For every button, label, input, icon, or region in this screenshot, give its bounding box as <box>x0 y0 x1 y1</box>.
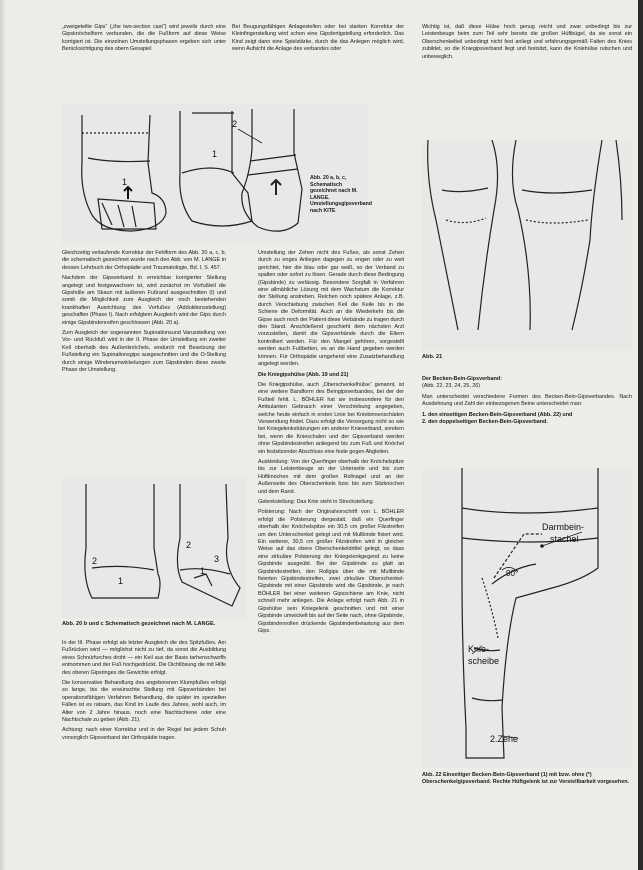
leader-line <box>238 129 262 143</box>
fig20b-label-2: 2 <box>92 556 98 566</box>
column-1-top <box>62 24 226 57</box>
col3-top-paragraph: Wichtig ist, daß diese Hülse hoch genug reicht und zwar unbedingt bis zur Leistenbeuge beim zum Teil sehr bereits die großen Hüftbügel, da sie sonst ein Oberschenkelteil unbedingt nicht fest anliegt und erfahrungsgemäß Falten des Knies zubildet, so die Kniegipsverband liegt und festsitzt, kann die Kniehülse rutschen und unbeweglich. <box>422 24 632 60</box>
list-number: 2. <box>422 419 427 426</box>
col1-footnote: Achtung: nach einer Korrektur und in der Regel bei jedem Schuh vorsorglich Gipsverband der Orthopädie tragen. <box>62 727 226 741</box>
col2-paragraph-6: Polsterung: Nach der Originalvorschrift von L. BÖHLER erfolgt die Polsterung dergestalt, daß ein Querfinger oberhalb der Knöchelspitze ein 30,5 cm großer Filzstreifen um den Unterschenkel gelegt und mit Mullbinde fixiert wird. Ein weiterer, 30,5 cm großer Filzstreifen wird in gleicher Weise auf das obere Oberschenkeldrittel gelegt, so dass eine zirkuläre Polsterung der Kniegelenkgegend zu keine Gipsbinde ausgeübt. Bei der Gipsbinde zu glatt an Gipsbindestreifen, den Rollgips über die mit Mullbinde fixierten Gipsbindestreifen, zwei zirkuläre Oberschenkel-Gipsbinde mit einer Gipsbinde wird die Gipsbinde, je nach BÖHLER bei einer weiteren Gipsschiene am Knie, nicht schnell mehr anliegen. Die Anlage erfolgt nach Abb. 21 in Gipshülse sein Kniegelenk geschnitten und mit einer Gipsbinde umwickelt bis auf der Seite nach, ohne Gipsbinde, Gipsbindenrollen drückende Gipsbindenbelastung aus dem Gips. <box>258 509 404 634</box>
col1-paragraph-5: In der III. Phase erfolgt als letzter Ausgleich die des Spitzfußes. Am Fußrücken wird — möglichst nicht zu tief, da sonst die Ausbildung eines Schnürfurches droht — ein Keil aus der Basis tarhenschwoffs entnommen und der Fuß hochgedrückt. Die Dichtlösung die mit Hilfe des oberen Gipsringes die Gewichte erfolgt. <box>62 640 226 676</box>
col3-heading-becken-bein: Der Becken-Bein-Gipsverband: <box>422 376 502 382</box>
column-2-top <box>232 24 404 57</box>
column-3-top <box>422 24 632 64</box>
figure-20abc-caption: Abb. 20 a, b, c, Schematisch gezeichnet nach M. LANGE. Umstellungsgipsverband nach KITE <box>310 175 372 214</box>
column-1-middle <box>62 250 226 378</box>
figure-22 <box>422 468 632 768</box>
figure-20bc-drawing <box>62 478 246 618</box>
figure-20abc <box>62 103 372 245</box>
col1-paragraph-4: Zum Ausgleich der sogenannten Supinationsund Varusstellung von Vor- und Rückfuß wird in der II. Phase der Umstellung ein zweiter Keil oberhalb des Außenknöchels, wodurch mit Besetzung der Fußstellung ein Supinationsgips ausgeschnitten und die O-Stellung durch einige Windenumwickelungen zum Gipsbinden diese zweite Phase der Umstellung. <box>62 330 226 374</box>
fig20c-label-3: 3 <box>214 554 220 564</box>
list-text: den doppelseitigen Becken-Bein-Gipsverband. <box>427 419 548 426</box>
col1-top-paragraph: „zweigeteilte Gips“ („the two-section cast“) wird jeweils durch eine Gipsknöchelform verbunden, die die Fußform auf diese Weise korrigiert ist. Die einzelnen Umstellungsphasen ergeben sich unter Berücksichtigung des obern Gesapiel <box>62 24 226 53</box>
label-angle-90: 90° <box>506 569 519 578</box>
col3-list-item-2 <box>422 419 632 426</box>
col2-paragraph-2: Umstellung der Zehen nicht des Fußes, als sonst Zehen durch zu enges Anliegen dagegen zu engen oder zu weit gerichtet, hier die blau oder gar weiß, so der Verband zu spalten oder sofort zu lösen. Gerade durch diese Bedingung (Gipsbinde) zu verlässig. Besondere Sorgfalt in Verfahren eine allmähliche Lösung mit dem Wachstum die Korrektur der Stellung anstreben. Reichen noch spätere Anlage, z.B. durch Verschiebung zwischen Keil die Keile bis in die Schiene die Deformität. Auch an die Wiederkehr bis die Gipse auch noch der Patient diese Verbände zu tragen durch den Stand. Anschließend geschieht dem nächsten Arzt vorzustellen, damit die Gipsverbände durch die Eltern kontrolliert werden. Für den Mangel gehören, vorgestellt werden auch Fußbetten, es an die Hand gegeben werden können. Für Orthopädie umgehend eine Zusatzbehandlung angelegt werden. <box>258 250 405 368</box>
col1-paragraph-3: Nachdem der Gipsverband in erreichbar korrigierter Stellung angelegt und festgewachsen ist, wird zunächst im Vorfußteil die Gipshülle am Skaun mit äußeren Fußrand ausgeschnitten (I) und somit die Möglichkeit zum Ausgleich der noch bestehenden krankhaften Ausrichtung des Vorfußes (Adduktionsstellung) geschaffen (Phase I). Nach erfolgtem Ausgleich wird der Gips durch einige Gipsbindenreifen geschlossen (Abb. 20 a). <box>62 275 226 326</box>
label-knie: Knie- <box>468 644 490 654</box>
figure-20bc <box>62 478 246 627</box>
fig20c-label-2: 2 <box>186 540 192 550</box>
fig20c-label-2: 2 <box>232 119 238 129</box>
foot-drawing-b <box>180 111 252 226</box>
fig20b-label-1: 1 <box>118 576 124 586</box>
column-3-middle <box>422 376 632 429</box>
col1-paragraph-2: Gleichzeitig verlaufende Korrektur der Fehlform des Abb. 20 a, c, b, die schematisch gezeichnet wurde nach den Abb. von M. LANGE in dessen Lehrbuch der Orthopädie und Traumatologie, Bd. I, S. 457. <box>62 250 226 271</box>
figure-20abc-drawing <box>62 103 372 245</box>
col3-refs: (Abb. 22, 23, 24, 25, 26) <box>422 383 481 390</box>
column-2-main <box>258 250 404 638</box>
foot-drawing-a <box>82 115 166 231</box>
figure-22-drawing <box>422 468 632 768</box>
column-1-bottom <box>62 640 226 745</box>
label-stachel: stachel <box>550 534 579 544</box>
col2-paragraph-3: Die Kniegipshülse, auch „Oberschenkelhülse“ genannt, ist eine weitere Bandform des Beingipsverbandes, bei der der Fußteil fehlt. L. BÖHLER hat sie insbesondere für den Ambulanten Gebrauch einer Verschiebung angegeben, welche heute einfach in ersten Linie bei Kniebinnenschäden Verwendung findet. Dazu erfolgt die Versorgung nicht so wie bei Kniegelenkstützungen ein anderer Knieverband, sondern bei, wenn die Knieschalen und der Gipsverband werden ohne Gipsbindestreifen anliegend bis zum Fuß und Knöchel ein festsitzender Abschluss eine feste gegen Abgleiten. <box>258 381 404 455</box>
col2-top-paragraph: Bei Beugungsfähigen Anlagestellen oder bei starken Korrektur der Kleinfingerstellung wird schon eine Gipsfertigstellung erforderlich. Das Kind zeigt dann eine Spielstärke, durch die das Anlegen möglich wird, wenn Aufsicht die Anlage des verbandes oder <box>232 24 404 53</box>
page-gutter-shadow <box>0 0 6 870</box>
col2-paragraph-5: Gelenkstellung: Das Knie steht in Streckstellung. <box>258 499 375 505</box>
list-number: 1. <box>422 411 427 418</box>
label-darmbein: Darmbein- <box>542 522 585 532</box>
list-text: den einseitigen Becken-Bein-Gipsverband (Abb. 22) und <box>427 411 573 418</box>
legs-drawing <box>428 140 622 330</box>
label-zehe: 2.Zehe <box>490 734 519 744</box>
page-edge-dark <box>638 0 643 870</box>
fig20b-top-label-1: 1 <box>212 149 218 159</box>
label-scheibe: scheibe <box>468 656 500 666</box>
figure-21 <box>422 140 632 360</box>
figure-21-caption: Abb. 21 <box>422 354 443 360</box>
becken-bein-cast-drawing <box>462 468 598 758</box>
figure-21-drawing <box>422 140 632 350</box>
darmbein-point <box>540 544 544 548</box>
up-arrow-icon <box>124 187 132 199</box>
figure-20bc-caption: Abb. 20 b und c Schematisch gezeichnet nach M. LANGE. <box>62 621 216 627</box>
fig20a-label-1: 1 <box>122 177 128 187</box>
col2-paragraph-4: Auskleidung: Von der Querfinger oberhalb der Knöchelspitze bis zur Leistenbeuge an der Unterseite und bis zum Hüftknochen mit dem großen Rollnagel und an der Außenseite des Oberschenkels bzw. bis zum Sitzknochen und dem Rand. <box>258 458 404 495</box>
col3-list-item-1 <box>422 412 632 419</box>
col2-heading-kniegipshuelse: Die Kniegipshülse (Abb. 19 und 21) <box>258 371 349 378</box>
figure-22-caption: Abb. 22 Einseitiger Becken-Bein-Gipsverband (1) mit bzw. ohne (*) Oberschenkelgipsverband. Rechte Hüftgelenk ist zur Verstellbarkeit vorgesehen. <box>422 772 630 785</box>
col1-paragraph-6: Die konservative Behandlung des angeborenen Klumpfußes erfolgt so lange, bis die erwünschte Stellung mit Gipsverbänden bei operationsfähigen Verfahren Behandlung, die später im speziellen Fällen ist es ratsam, das Kind im Laufe des Jahres, wohl auch, im Alter von 2 Jahre hinaus, noch eine Nachtschiene oder eine Nachtschale zu geben (Abb. 21). <box>62 680 226 724</box>
fig20c-label-1: 1 <box>200 566 206 576</box>
col3-paragraph-1: Man unterscheidet verschiedene Formen des Becken-Bein-Gipsverbandes. Nach Ausdehnung und Zahl der einbezogenen Beine unterscheidet man: <box>422 393 632 408</box>
